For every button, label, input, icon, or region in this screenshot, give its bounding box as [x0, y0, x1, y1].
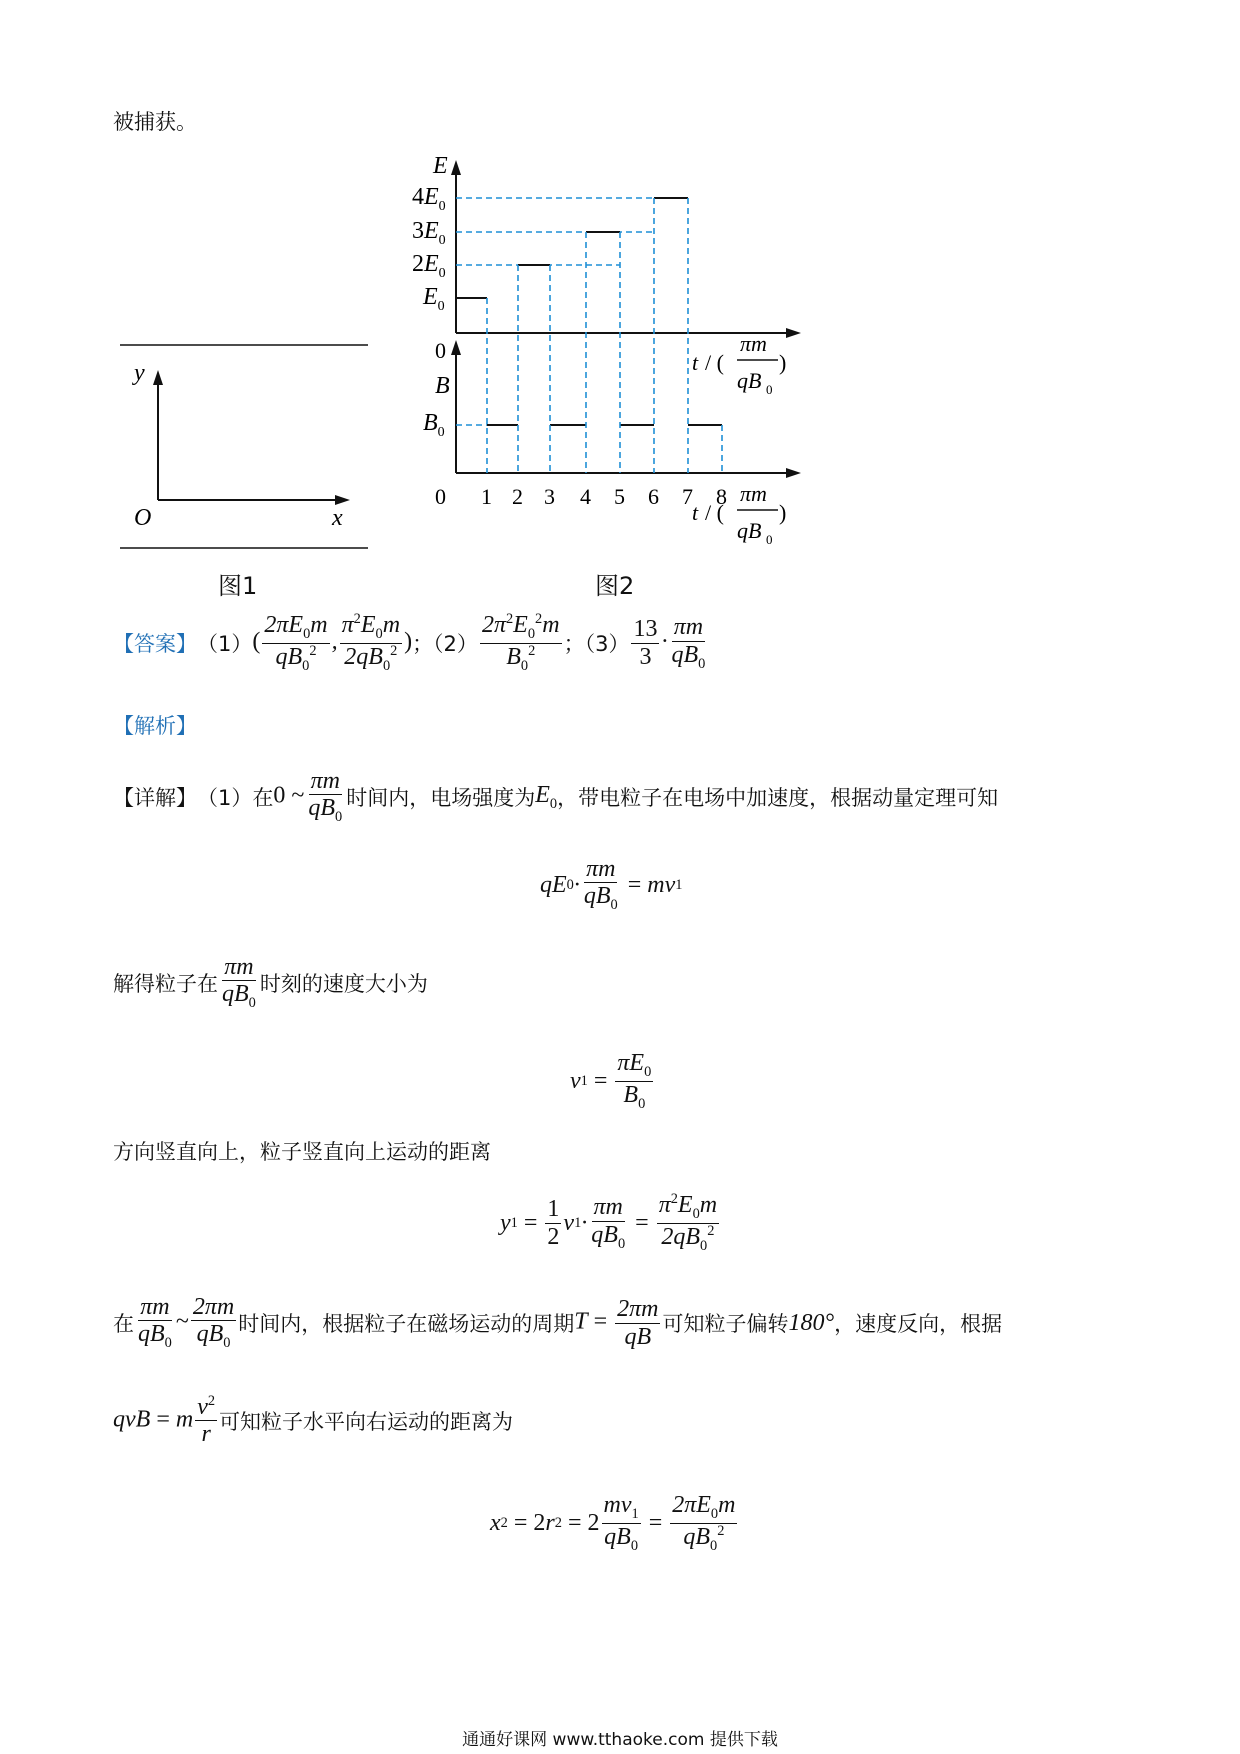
answer-part-2: ；（2）: [412, 632, 478, 657]
svg-text:5: 5: [614, 484, 625, 509]
intro-text: 被捕获。: [113, 110, 197, 134]
page-footer: 通通好课网 www.tthaoke.com 提供下载: [462, 1730, 778, 1750]
figure-2-caption: 图2: [595, 572, 635, 600]
x-axis-arrow-icon: [335, 495, 350, 505]
svg-text:6: 6: [648, 484, 659, 509]
lorentz-formula: qvB = m $\frac{v^2}{r}$: [113, 1393, 216, 1448]
e-time-unit-label: [692, 331, 786, 397]
e-axis-label: E: [433, 153, 448, 179]
b-time-unit-label: [692, 481, 786, 547]
e-axis-arrow-icon: [451, 160, 461, 175]
answer-2-formula: $\frac{2\pi^2E_0^2m}{B_0^2}$: [481, 611, 560, 674]
svg-text:): ): [779, 350, 787, 375]
svg-text:4: 4: [580, 484, 591, 509]
detail-s4-c: 可知粒子偏转: [662, 1312, 789, 1337]
svg-text:t: t: [692, 350, 699, 375]
e-level-2-label: $2E_0$: [412, 251, 446, 281]
figure-2: [395, 148, 835, 568]
period-formula: T = $\frac{2\pi m}{qB}$: [574, 1296, 659, 1350]
interval-formula: $\frac{\pi m}{qB_0}$ ~ $\frac{2\pi m}{qB_0}$: [138, 1294, 235, 1352]
e-level-4-label: $4E_0$: [412, 184, 446, 214]
y1-equation: y 1 = $\frac{1}{2}$ v 1 · $\frac{\pi m}{qB_0}$ = $\frac{\pi^2E_0m}{2qB_0^2}$: [500, 1191, 718, 1254]
momentum-equation: qE 0 · $\frac{\pi m}{qB_0}$ = mv 1: [540, 856, 683, 914]
e-level-3-label: $3E_0$: [412, 218, 446, 248]
angle-value: 180°: [788, 1309, 835, 1336]
e-level-1-label: $E_0$: [423, 284, 445, 314]
svg-text:0: 0: [435, 484, 446, 509]
svg-text:7: 7: [682, 484, 693, 509]
detail-s4-d: ，速度反向，根据: [834, 1312, 1003, 1337]
b-level-label: $B_0$: [423, 410, 445, 440]
vertical-dashed-drops: [487, 198, 722, 473]
detail-label: 【详解】: [113, 786, 197, 811]
e-time-axis-arrow-icon: [786, 328, 801, 338]
svg-text:qB: qB: [737, 518, 762, 543]
y-axis-arrow-icon: [153, 370, 163, 385]
detail-line-1: [113, 768, 998, 826]
svg-text:1: 1: [481, 484, 492, 509]
detail-s1-b: 时间内，电场强度为: [346, 786, 536, 811]
answer-line: [113, 612, 709, 674]
detail-line-5: [113, 1394, 513, 1448]
svg-text:t: t: [692, 500, 699, 525]
figure-1-caption: 图1: [218, 572, 258, 600]
svg-text:qB: qB: [737, 368, 762, 393]
time-tick-labels: [435, 484, 727, 509]
origin-label: O: [134, 505, 152, 531]
detail-line-2: [113, 954, 428, 1012]
svg-text:πm: πm: [740, 331, 767, 356]
e-zero-label: 0: [435, 338, 446, 363]
x2-equation: x 2 = 2 r 2 = 2 $\frac{mv_1}{qB_0}$ = $\frac{2\pi E_0m}{qB_0^2}$: [490, 1492, 736, 1554]
svg-text:0: 0: [766, 382, 773, 397]
detail-s1-c: ，带电粒子在电场中加速度，根据动量定理可知: [557, 786, 999, 811]
x-axis-label: x: [332, 505, 343, 531]
b-axis-arrow-icon: [451, 340, 461, 355]
svg-text:8: 8: [716, 484, 727, 509]
svg-text:3: 3: [544, 484, 555, 509]
svg-text:πm: πm: [740, 481, 767, 506]
detail-s2-b: 时刻的速度大小为: [259, 972, 428, 997]
detail-s2-a: 解得粒子在: [113, 972, 218, 997]
answer-part-1: （1）: [197, 632, 253, 657]
time-formula: $\frac{\pi m}{qB_0}$: [222, 954, 256, 1012]
detail-s4-b: 时间内，根据粒子在磁场运动的周期: [238, 1312, 575, 1337]
velocity-equation: v 1 = $\frac{\pi E_0}{B_0}$: [570, 1050, 652, 1112]
svg-text:2: 2: [512, 484, 523, 509]
svg-text:/ (: / (: [705, 350, 724, 375]
answer-part-3: ；（3）: [563, 632, 630, 657]
detail-s4-a: 在: [113, 1312, 134, 1337]
svg-text:/ (: / (: [705, 500, 724, 525]
answer-1-formula: ( $\frac{2\pi E_0m}{qB_0^2}$ , $\frac{\pi^2E_0m}{2qB_0^2}$ ): [252, 611, 413, 674]
y-axis-label: y: [134, 360, 145, 386]
detail-line-4: [113, 1294, 1002, 1352]
analysis-label: 【解析】: [113, 714, 197, 738]
detail-line-3: 方向竖直向上，粒子竖直向上运动的距离: [113, 1140, 491, 1164]
time-range-formula: 0 ~ $\frac{\pi m}{qB_0}$: [273, 768, 343, 826]
e0-symbol: $E_0$: [535, 781, 558, 812]
detail-s1-a: （1）在: [197, 786, 274, 811]
figure-1: [110, 330, 370, 550]
svg-text:): ): [779, 500, 787, 525]
answer-label: 【答案】: [113, 632, 197, 657]
b-time-axis-arrow-icon: [786, 468, 801, 478]
answer-3-formula: $\frac{13}{3}$ · $\frac{\pi m}{qB_0}$: [633, 614, 706, 672]
svg-text:0: 0: [766, 532, 773, 547]
b-axis-label: B: [435, 373, 450, 399]
detail-s5: 可知粒子水平向右运动的距离为: [219, 1409, 514, 1434]
